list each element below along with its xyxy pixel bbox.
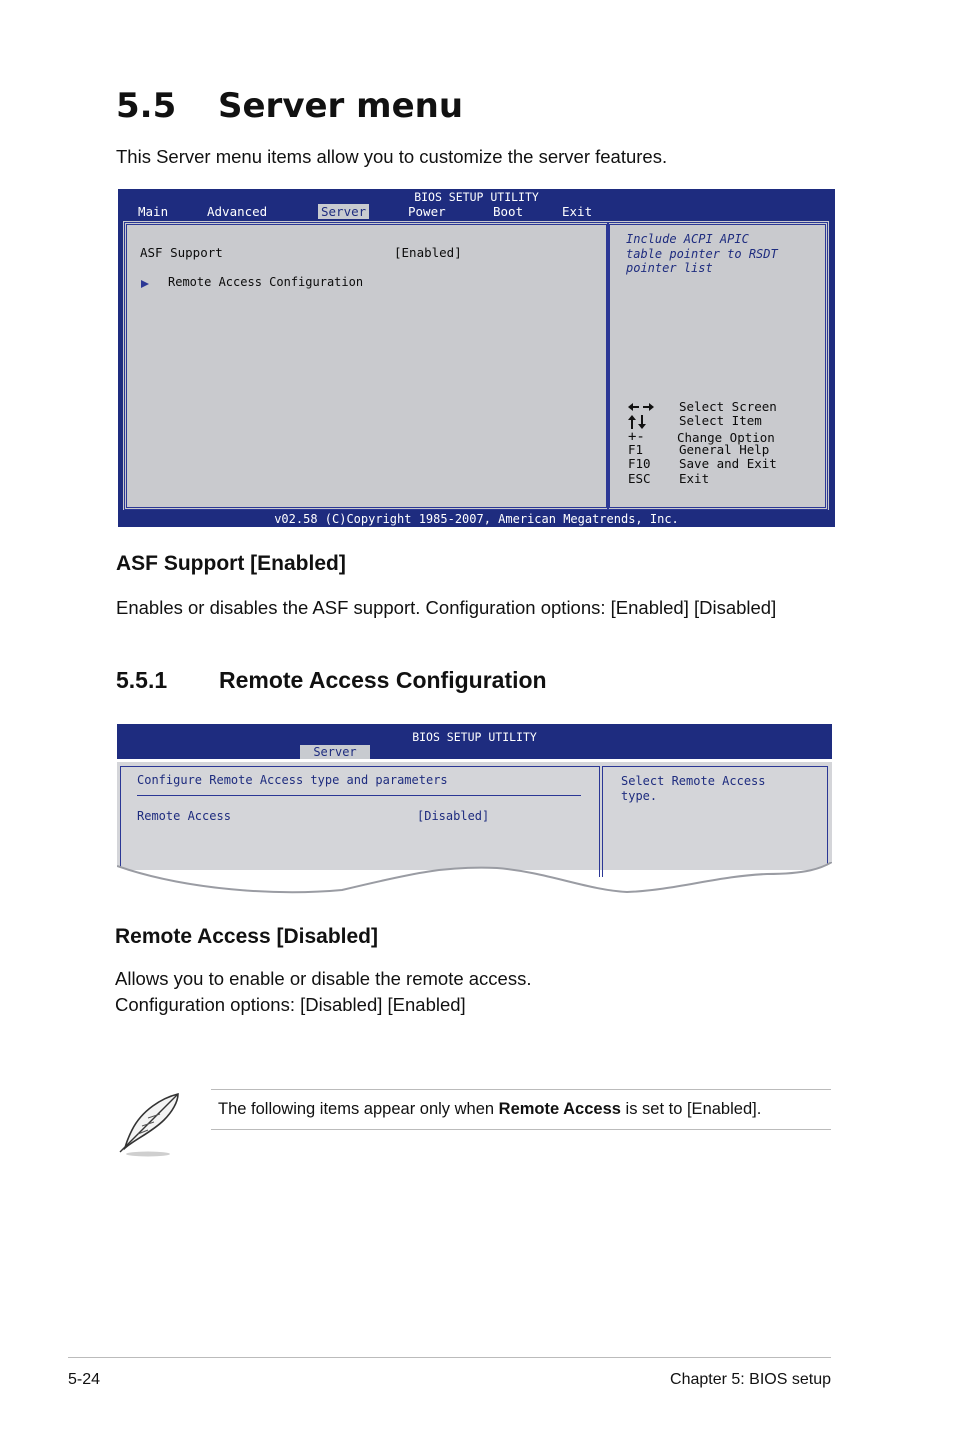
key-plus-minus: +-: [628, 429, 645, 445]
left-right-arrows-icon: [628, 402, 654, 412]
key-desc-select-item: Select Item: [679, 413, 762, 428]
subsection-name: Remote Access Configuration: [219, 667, 547, 693]
key-desc-select-screen: Select Screen: [679, 399, 777, 414]
bios-menu-main[interactable]: Main: [138, 204, 169, 219]
chapter-label: Chapter 5: BIOS setup: [670, 1371, 831, 1388]
page-title: [116, 86, 463, 126]
asf-support-heading: ASF Support [Enabled]: [116, 552, 346, 575]
bios-copyright: v02.58 (C)Copyright 1985-2007, American Megatrends, Inc.: [274, 512, 679, 526]
footer-rule: [68, 1357, 831, 1358]
bios2-divider: [137, 795, 581, 796]
remote-access-label[interactable]: Remote Access: [137, 809, 231, 823]
remote-access-config-item[interactable]: Remote Access Configuration: [168, 275, 364, 289]
intro-text: This Server menu items allow you to customize the server features.: [116, 146, 668, 167]
bios-menu-exit[interactable]: Exit: [562, 204, 593, 219]
section-title: Server menu: [218, 86, 464, 126]
submenu-arrow-icon: [140, 279, 150, 289]
remote-access-text-2: Configuration options: [Disabled] [Enabled]: [115, 994, 466, 1015]
asf-support-value[interactable]: [Enabled]: [394, 245, 462, 260]
remote-access-text-1: Allows you to enable or disable the remote access.: [115, 968, 532, 989]
note-bold-term: Remote Access: [498, 1100, 621, 1118]
note-top-rule: [211, 1089, 831, 1090]
bios-menu-server[interactable]: Server: [318, 204, 369, 219]
bios2-section-title: Configure Remote Access type and parameters: [137, 773, 448, 787]
asf-support-label[interactable]: ASF Support: [140, 245, 223, 260]
page-number: 5-24: [68, 1371, 101, 1388]
key-esc: ESC: [628, 471, 651, 486]
note-text: The following items appear only when Remote Access is set to [Enabled].: [218, 1100, 762, 1118]
remote-access-heading: Remote Access [Disabled]: [115, 925, 378, 948]
bios-menu-boot[interactable]: Boot: [493, 204, 524, 219]
torn-edge: [117, 862, 832, 896]
key-f10: F10: [628, 456, 651, 471]
bios2-title: BIOS SETUP UTILITY: [412, 730, 537, 744]
up-down-arrows-icon: [628, 415, 648, 429]
bios-menu-power[interactable]: Power: [408, 204, 446, 219]
bios-screen-server: [118, 189, 835, 527]
key-desc-change-option: Change Option: [677, 430, 775, 445]
bios2-tab-server[interactable]: Server: [300, 745, 370, 759]
bios-left-pane: [124, 222, 609, 510]
subsection-title: [116, 667, 547, 694]
bios-menu-advanced[interactable]: Advanced: [207, 204, 268, 219]
key-desc-save-exit: Save and Exit: [679, 456, 777, 471]
key-desc-exit: Exit: [679, 471, 710, 486]
asf-support-text: Enables or disables the ASF support. Configuration options: [Enabled] [Disabled]: [116, 597, 777, 618]
bios-help-text: Include ACPI APIC table pointer to RSDT pointer list: [626, 232, 778, 275]
bios-title: BIOS SETUP UTILITY: [414, 190, 539, 204]
subsection-number: 5.5.1: [116, 667, 168, 693]
feather-note-icon: [112, 1090, 184, 1160]
bios2-help-text: Select Remote Access type.: [621, 774, 766, 803]
note-bottom-rule: [211, 1129, 831, 1130]
key-f1: F1: [628, 442, 644, 457]
key-desc-general-help: General Help: [679, 442, 770, 457]
section-number: 5.5: [116, 86, 177, 126]
remote-access-value[interactable]: [Disabled]: [417, 809, 490, 823]
bios-screen-remote-access: [117, 724, 832, 870]
